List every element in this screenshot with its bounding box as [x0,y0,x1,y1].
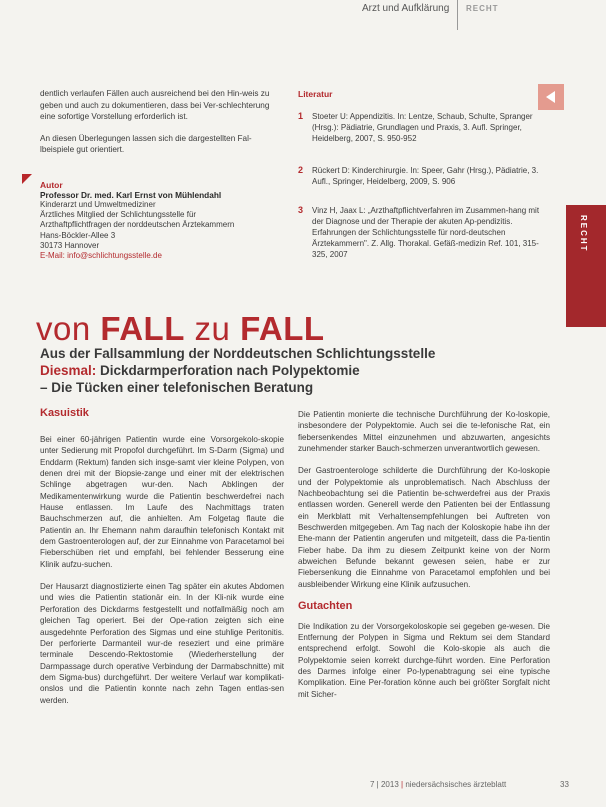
literature-heading: Literatur [298,89,333,99]
author-line: Arzthaftpflichtfragen der norddeutschen Ärztekammern [40,220,235,230]
headline-word: FALL [100,310,185,347]
header-divider [457,0,458,30]
author-line: 30173 Hannover [40,240,100,250]
section-side-tab [566,205,606,327]
intro-paragraph: An diesen Überlegungen lassen sich die dargestellten Fal-lbeispiele gut orientiert. [40,133,252,155]
topic-label: Diesmal: [40,363,97,378]
headline-subtitle: Aus der Fallsammlung der Norddeutschen Schlichtungsstelle [40,346,436,361]
headline-word: zu [184,310,241,347]
literature-number: 3 [298,205,304,215]
right-column-body [298,409,550,711]
footer-issue: 7 | 2013 [370,780,399,789]
gutachten-heading: Gutachten [298,600,353,613]
headline-word: FALL [240,310,325,347]
body-paragraph: Die Patientin monierte die technische Durchführung der Ko-loskopie, insbesondere der Polypektomie. Auch sei die te-lefonische Rat, ein fiebersenkendes Mittel einzunehmen und abzuwarten, angesichts zunehmender starker Bauch-schmerzen unverantwortlich gewesen. [298,410,550,454]
kasuistik-body [40,434,284,717]
literature-item [298,111,548,144]
literature-number: 1 [298,111,304,121]
body-paragraph: Die Indikation zu der Vorsorgekoloskopie sei gegeben ge-wesen. Die Entfernung der Polypen in Sigma und Rektum sei dem Standard entsprechend erfolgt. Sowohl die Kolo-skopie als auch die Polypektomie seien korrekt durchge-führt worden. Eine Perforation des Darmes infolge einer Po-lypenabtragung sei eine typische Komplikation. Eine Per-foration könne auch bei größter Sorgfalt nicht mit Sicher- [298,621,550,699]
headline-topic-line2: – Die Tücken einer telefonischen Beratung [40,380,314,395]
author-box [40,180,274,260]
back-arrow-icon [538,84,564,110]
literature-text: Stoeter U: Appendizitis. In: Lentze, Schaub, Schulte, Spranger (Hrsg.): Pädiatrie, Grundlagen und Praxis, 3. Aufl. Springer, Heidelberg, 2007, S. 950-952 [312,112,533,143]
author-name: Professor Dr. med. Karl Ernst von Mühlendahl [40,190,222,200]
page-footer: 7 | 2013 | niedersächsisches ärzteblatt 33 [370,780,569,789]
author-line: Kinderarzt und Umweltmediziner [40,200,156,209]
headline-topic [40,363,360,378]
intro-text [40,88,274,166]
author-email-link[interactable]: E-Mail: info@schlichtungsstelle.de [40,251,162,261]
literature-item [298,165,548,187]
literature-text: Rückert D: Kinderchirurgie. In: Speer, Gahr (Hrsg.), Pädiatrie, 3. Aufl., Springer, Heidelberg, 2009, S. 906 [312,166,539,186]
author-line: Hans-Böckler-Allee 3 [40,230,116,240]
topic-text: Dickdarmperforation nach Polypektomie [96,363,360,378]
body-paragraph: Bei einer 60-jährigen Patientin wurde eine Vorsorgekolo-skopie unter Sedierung mit Propofol durchgeführt. Im S-Darm (Sigma) und Enddarm (Rektum) fanden sich insge-samt vier kleine Polypen, von denen drei mit der Biopsie-zange und einer mit der elektrischen Schlinge abgetragen wur-den. Nach Abklingen der Medikamentenwirkung wurde die Patientin beschwerdefrei nach Hause entlassen. Im Laufe des Nachmittags traten Bauchschmerzen auf, die anhielten. Am Folgetag flaute die Patientin an. Ihr Ehemann nahm daraufhin telefonisch Kontakt mit dem Gastroenterologen auf, der zur Einnahme von Paracetamol bei Fieberschüben riet und empfahl, bei fehlender Besserung eine Klinik aufzu-suchen. [40,435,284,569]
body-paragraph: Der Gastroenterologe schilderte die Durchführung der Ko-loskopie und der Polypektomie als unproblematisch. Nach Abschluss der Nachbeobachtung sei die Patientin be-schwerdefrei aus der Praxis entlassen worden. Generell werde den Patienten bei der Entlassung ein Merkblatt mit Verhaltensempfehlungen bei Auftreten von Beschwerden mitgegeben. Am Tag nach der Koloskopie habe ihn der Ehe-mann der Patientin angerufen und mitgeteilt, dass die Pa-tientin Fieber habe. Da ihm zu diesem Zeitpunkt keine von der Norm abweichen Befunde bekannt gewesen seien, habe er zur Fiebersenkung die Einnahme von Paracetamol empfohlen und bei ausbleibender Wirkung eine Klinik aufzusuchen. [298,466,550,589]
page-number: 33 [560,780,569,789]
running-header-title: Arzt und Aufklärung [362,3,450,14]
headline-title [36,311,325,347]
literature-text: Vinz H, Jaax L: „Arzthaftpflichtverfahren im Zusammen-hang mit der Diagnose und der Therapie der akuten Ap-pendizitis. Erfahrungen der Schlichtungsstelle für nord-deutschen Ärztekammern". Z. Allg. Thorakal. Gefäß-medizin Ref. 101, 315-325, 2007 [312,206,540,259]
footer-journal: niedersächsisches ärzteblatt [405,780,507,789]
literature-number: 2 [298,165,304,175]
author-line: Ärztliches Mitglied der Schlichtungsstelle für [40,210,197,220]
side-tab-label: RECHT [579,215,588,253]
literature-item [298,205,548,260]
kasuistik-heading: Kasuistik [40,407,89,419]
header-section-tag: RECHT [466,4,499,13]
body-paragraph: Der Hausarzt diagnostizierte einen Tag später ein akutes Abdomen und wies die Patientin stationär ein. In der Kli-nik wurde eine Perforation des Dickdarms festgestellt und notfallmäßig noch am gleichen Tag operiert. Bei der Ope-ration zeigten sich eine ausgedehnte Perforation des Sigmas und eine stuhlige Peritonitis. Der perforierte Darmanteil wur-de reseziert und eine primäre terminale Descendo-Rektostomie (Wiederherstellung der Darmpassage durch operative Verbindung der Darmabschnitte) mit dem Sigma-bus) durchgeführt. Der weitere Verlauf war komplikati-onslos und die Patientin konnte nach zehn Tagen entlas-sen werden. [40,582,284,705]
author-heading: Autor [40,180,63,190]
author-marker-icon [22,174,32,184]
headline-word: von [36,310,101,347]
intro-paragraph: dentlich verlaufen Fällen auch ausreichend bei den Hin-weis zu geben und auch zu dokumentieren, dass bei Ver-schlechterung eine sofortige Vorstellung erforderlich ist. [40,89,270,122]
